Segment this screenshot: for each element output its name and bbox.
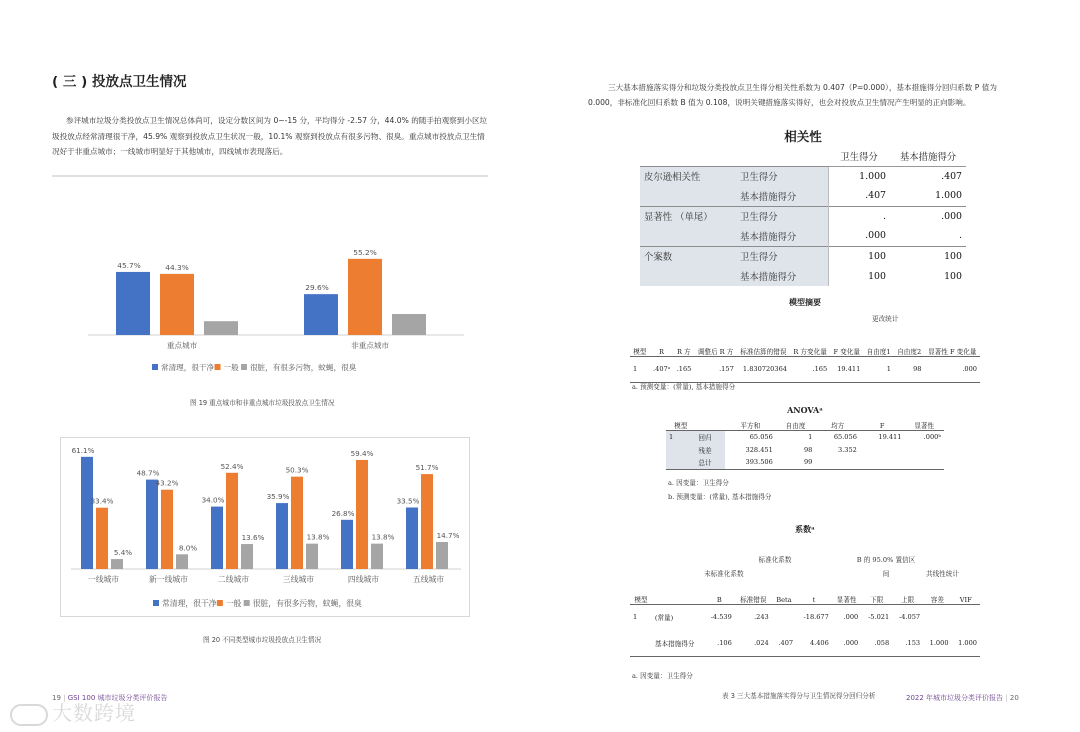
table-cell: 1.830720364 <box>737 356 790 382</box>
table-header-row <box>666 419 944 430</box>
legend-label: 一般 <box>223 363 239 372</box>
model-summary-change-header: 更改统计 <box>872 315 899 323</box>
data-label: 13.8% <box>371 532 395 542</box>
table-header-cell: 自由度1 <box>863 322 894 356</box>
table-header-row <box>630 592 980 604</box>
table-cell: 1 <box>633 613 638 622</box>
model-summary-table <box>630 322 980 383</box>
correlation-row <box>640 206 966 226</box>
bar-三线城市-s0 <box>276 503 288 569</box>
table-cell <box>904 443 944 456</box>
table-cell: .058 <box>861 630 892 656</box>
footer-left-title: GSI 100 城市垃圾分类评价报告 <box>67 694 168 702</box>
bar-重点城市-s1 <box>160 274 194 335</box>
table-cell: 1.000 <box>923 630 951 656</box>
correlation-cell: 卫生得分 <box>736 206 828 226</box>
table-cell: .024 <box>735 630 772 656</box>
table-cell: -4.057 <box>899 613 921 622</box>
correlation-row <box>640 246 966 266</box>
table-cell <box>904 456 944 469</box>
table-header-cell: 标准估算的错误 <box>737 322 790 356</box>
correlation-row <box>640 226 966 246</box>
table-cell: 1 <box>630 356 650 382</box>
legend-label: 很脏，有很多污物，蚊蝇，很臭 <box>249 363 357 372</box>
figure-19-chart <box>52 175 488 385</box>
bar-重点城市-s2 <box>204 321 238 335</box>
correlation-table <box>640 146 966 286</box>
footer-right-title: 2022 年城市垃圾分类评价报告 <box>906 694 1004 702</box>
table-header-cell: 模型 <box>630 592 652 604</box>
section-title: ( 三 ) 投放点卫生情况 <box>52 74 187 90</box>
watermark-logo-icon <box>10 704 48 726</box>
table-cell <box>952 604 980 630</box>
page-number-left: 19 <box>52 694 61 702</box>
correlation-cell: 基本措施得分 <box>736 186 828 206</box>
table-cell: 328.451 <box>745 445 773 454</box>
right-paragraph: 三大基本措施落实得分和垃圾分类投放点卫生得分相关性系数为 0.407（P=0.000），基本措施得分回归系数 P 值为 0.000，非标准化回归系数 B 值为 0.108，说明关键措施落实得好，也会对投放点卫生情况产生明显的正向影响。 <box>588 83 997 107</box>
anova-table <box>666 419 944 470</box>
table-row <box>666 456 944 469</box>
table-cell: -5.021 <box>868 613 890 622</box>
table-header-cell: R <box>650 322 674 356</box>
data-label: 5.4% <box>113 548 133 558</box>
category-label: 二线城市 <box>217 575 250 584</box>
bar-五线城市-s1 <box>421 474 433 569</box>
data-label: 33.4% <box>90 496 114 506</box>
table-cell: .157 <box>694 356 736 382</box>
bar-二线城市-s0 <box>211 507 223 569</box>
legend-swatch <box>153 600 159 606</box>
table-cell <box>772 604 796 630</box>
table-cell: 1 <box>808 432 813 441</box>
correlation-cell: 卫生得分 <box>736 246 828 266</box>
table-cell: .000 <box>843 613 859 622</box>
bar-一线城市-s0 <box>81 457 93 569</box>
bar-非重点城市-s2 <box>392 314 426 335</box>
correlation-cell: .407 <box>890 166 966 186</box>
data-label: 50.3% <box>285 465 309 475</box>
table-cell: 回归 <box>695 430 724 443</box>
table-header-cell: 自由度 <box>776 419 816 430</box>
table-cell: .165 <box>790 356 830 382</box>
correlation-cell: 个案数 <box>640 246 736 266</box>
bar-新一线城市-s1 <box>161 490 173 569</box>
anova-note-b: b. 预测变量：(常量), 基本措施得分 <box>668 493 772 501</box>
table-cell: 19.411 <box>878 432 902 441</box>
correlation-cell: 1.000 <box>935 190 962 202</box>
data-label: 61.1% <box>71 445 95 455</box>
bar-一线城市-s2 <box>111 559 123 569</box>
table-header-cell: t <box>796 592 832 604</box>
data-label: 14.7% <box>436 531 460 541</box>
table-header-cell: 显著性 <box>904 419 944 430</box>
table-cell: .000ᵇ <box>923 432 941 441</box>
bar-一线城市-s1 <box>96 508 108 569</box>
table-header-cell: R 方变化量 <box>790 322 830 356</box>
bar-四线城市-s1 <box>356 460 368 569</box>
watermark <box>10 697 136 726</box>
data-label: 55.2% <box>353 247 377 257</box>
coefficients-table <box>630 592 980 657</box>
page-number-right: 20 <box>1009 694 1019 702</box>
table-cell: .407ᵃ <box>650 356 674 382</box>
data-label: 33.5% <box>396 496 420 506</box>
table-row <box>630 630 980 656</box>
table-header-cell: 标准错误 <box>735 592 772 604</box>
table-header-cell: VIF <box>952 592 980 604</box>
table-cell: 98 <box>894 356 925 382</box>
anova-note-a: a. 因变量：卫生得分 <box>668 479 729 487</box>
data-label: 45.7% <box>117 260 141 270</box>
table-header-cell: 下限 <box>861 592 892 604</box>
anova-title: ANOVAᵃ <box>787 405 823 415</box>
table-cell: .407 <box>772 630 796 656</box>
table-cell: .106 <box>704 630 735 656</box>
correlation-cell: . <box>959 230 962 242</box>
data-label: 44.3% <box>165 262 189 272</box>
bar-二线城市-s2 <box>241 544 253 569</box>
correlation-cell: 100 <box>828 246 890 266</box>
table-cell: .165 <box>673 356 694 382</box>
table-cell: 1.000 <box>952 630 980 656</box>
legend-swatch <box>215 364 221 370</box>
table-cell <box>860 443 905 456</box>
legend-swatch <box>152 364 158 370</box>
bar-非重点城市-s1 <box>348 259 382 335</box>
category-label: 四线城市 <box>347 575 380 584</box>
data-label: 26.8% <box>331 508 355 518</box>
correlation-cell: 基本措施得分 <box>736 266 828 286</box>
table-cell: 基本措施得分 <box>652 630 704 656</box>
table-row <box>630 604 980 630</box>
bar-二线城市-s1 <box>226 473 238 569</box>
model-summary-note: a. 预测变量：(常量), 基本措施得分 <box>632 383 736 391</box>
coef-header-ci: B 的 95.0% 置信区间 <box>856 556 916 578</box>
figure-20-svg <box>61 438 471 618</box>
bar-重点城市-s0 <box>116 272 150 335</box>
table-cell <box>923 604 951 630</box>
model-summary-title: 模型摘要 <box>789 297 821 307</box>
data-label: 48.7% <box>136 468 160 478</box>
bar-五线城市-s0 <box>406 508 418 570</box>
correlation-cell <box>640 186 736 206</box>
data-label: 13.8% <box>306 532 330 542</box>
category-label: 重点城市 <box>166 341 198 350</box>
correlation-title: 相关性 <box>784 129 822 144</box>
table-header-cell: 容差 <box>923 592 951 604</box>
table-header-cell: 均方 <box>815 419 860 430</box>
table-cell: 99 <box>776 456 816 469</box>
data-label: 35.9% <box>266 492 290 502</box>
footer-right: 2022 年城市垃圾分类评价报告 | 20 <box>906 694 1019 702</box>
table-cell: .000 <box>832 630 861 656</box>
table-header-row <box>630 322 980 356</box>
table-cell: 3.352 <box>838 445 857 454</box>
table-cell <box>630 630 652 656</box>
correlation-cell: 100 <box>944 270 962 282</box>
correlation-cell <box>640 226 736 246</box>
correlation-header-row <box>640 146 966 166</box>
category-label: 一线城市 <box>87 575 120 584</box>
table-cell <box>860 456 905 469</box>
watermark-text: 大数跨境 <box>52 701 136 725</box>
bar-新一线城市-s0 <box>146 480 158 569</box>
table-cell: -18.677 <box>803 613 829 622</box>
table-cell: (常量) <box>654 614 674 623</box>
figure-19-svg <box>52 177 488 387</box>
table-cell: 98 <box>803 445 813 454</box>
correlation-cell: 皮尔逊相关性 <box>640 166 736 186</box>
figure-19-caption: 图 19 重点城市和非重点城市垃圾投放点卫生情况 <box>190 399 335 407</box>
table-row <box>666 430 944 443</box>
data-label: 59.4% <box>350 448 374 458</box>
correlation-col-2: 基本措施得分 <box>890 146 966 166</box>
table-header-cell: 显著性 F 变化量 <box>925 322 981 356</box>
table-3-caption: 表 3 三大基本措施落实得分与卫生情况得分回归分析 <box>722 692 876 700</box>
correlation-row <box>640 166 966 186</box>
correlation-row <box>640 266 966 286</box>
figure-20-chart <box>60 437 470 617</box>
category-label: 三线城市 <box>282 575 315 584</box>
correlation-row <box>640 186 966 206</box>
table-cell: 393.506 <box>725 456 776 469</box>
correlation-cell: 100 <box>890 246 966 266</box>
legend-swatch <box>217 600 223 606</box>
legend-swatch <box>241 364 247 370</box>
correlation-col-1: 卫生得分 <box>828 146 890 166</box>
left-paragraph: 参评城市垃圾分类投放点卫生情况总体尚可，设定分数区间为 0~-15 分，平均得分 -2.57 分，44.0% 的随手拍观察到小区垃圾投放点经常清理很干净，45.9% 观察到投放点卫生状况一般，10.1% 观察到投放点有很多污物、很臭。重点城市投放点卫生情况好于非重点城市；一线城市明显好于其他城市，四线城市表现落后。 <box>52 116 488 156</box>
table-cell: 65.056 <box>749 432 773 441</box>
table-cell: 1 <box>666 430 695 443</box>
table-header-cell: Beta <box>772 592 796 604</box>
table-header-cell: 自由度2 <box>894 322 925 356</box>
table-cell <box>666 443 695 456</box>
data-label: 13.6% <box>241 533 265 543</box>
table-row <box>630 356 980 382</box>
table-header-cell: 上限 <box>892 592 923 604</box>
table-cell: 1 <box>863 356 894 382</box>
bar-非重点城市-s0 <box>304 294 338 335</box>
table-header-cell: R 方 <box>673 322 694 356</box>
table-header-cell: F 变化量 <box>830 322 863 356</box>
table-header-cell: B <box>704 592 735 604</box>
table-cell: 19.411 <box>830 356 863 382</box>
table-cell: 4.406 <box>796 630 832 656</box>
correlation-cell: . <box>828 206 890 226</box>
table-cell <box>815 456 860 469</box>
correlation-cell: .000 <box>890 206 966 226</box>
correlation-cell: .407 <box>865 190 886 202</box>
table-header-cell: 调整后 R 方 <box>694 322 736 356</box>
table-cell: .000 <box>925 356 981 382</box>
table-header-cell: 平方和 <box>725 419 776 430</box>
figure-20-caption: 图 20 不同类型城市垃圾投放点卫生情况 <box>203 636 322 644</box>
table-cell: 65.056 <box>833 432 857 441</box>
table-header-cell: 显著性 <box>832 592 861 604</box>
table-cell: .243 <box>754 613 769 622</box>
bar-三线城市-s1 <box>291 477 303 569</box>
data-label: 43.2% <box>155 478 179 488</box>
coef-header-unstd: 未标准化系数 <box>704 570 744 578</box>
correlation-cell: 1.000 <box>828 166 890 186</box>
legend-label: 一般 <box>225 599 242 608</box>
correlation-cell: 基本措施得分 <box>736 226 828 246</box>
category-label: 五线城市 <box>412 575 445 584</box>
coefficients-title: 系数ᵃ <box>795 524 815 534</box>
table-cell <box>666 456 695 469</box>
bar-四线城市-s2 <box>371 544 383 569</box>
table-row <box>666 443 944 456</box>
table-header-cell <box>695 419 724 430</box>
correlation-cell: .000 <box>865 230 886 242</box>
coefficients-note: a. 因变量：卫生得分 <box>632 672 693 680</box>
category-label: 新一线城市 <box>149 575 188 584</box>
coef-header-col: 共线性统计 <box>926 570 959 578</box>
footer-left: 19 | GSI 100 城市垃圾分类评价报告 <box>52 694 168 702</box>
table-cell: 残差 <box>695 443 724 456</box>
bar-四线城市-s0 <box>341 520 353 569</box>
table-cell: -4.539 <box>710 613 732 622</box>
correlation-cell: 卫生得分 <box>736 166 828 186</box>
coef-header-std: 标准化系数 <box>758 556 792 564</box>
table-header-cell <box>652 592 704 604</box>
table-cell: 总计 <box>695 456 724 469</box>
correlation-cell: 100 <box>868 270 886 282</box>
correlation-cell: 显著性 （单尾） <box>640 206 736 226</box>
data-label: 8.0% <box>178 543 198 553</box>
data-label: 52.4% <box>220 461 244 471</box>
table-cell: .153 <box>892 630 923 656</box>
legend-label: 常清理，很干净 <box>162 599 217 608</box>
category-label: 非重点城市 <box>351 341 389 350</box>
bar-五线城市-s2 <box>436 542 448 569</box>
bar-新一线城市-s2 <box>176 554 188 569</box>
legend-label: 常清理，很干净 <box>161 363 215 372</box>
table-header-cell: 模型 <box>666 419 695 430</box>
data-label: 51.7% <box>415 463 439 473</box>
table-header-cell: F <box>860 419 905 430</box>
data-label: 34.0% <box>201 495 225 505</box>
correlation-cell <box>640 266 736 286</box>
legend-swatch <box>244 600 250 606</box>
data-label: 29.6% <box>305 283 329 293</box>
bar-三线城市-s2 <box>306 544 318 569</box>
legend-label: 很脏，有很多污物，蚊蝇，很臭 <box>252 599 362 608</box>
table-header-cell: 模型 <box>630 322 650 356</box>
